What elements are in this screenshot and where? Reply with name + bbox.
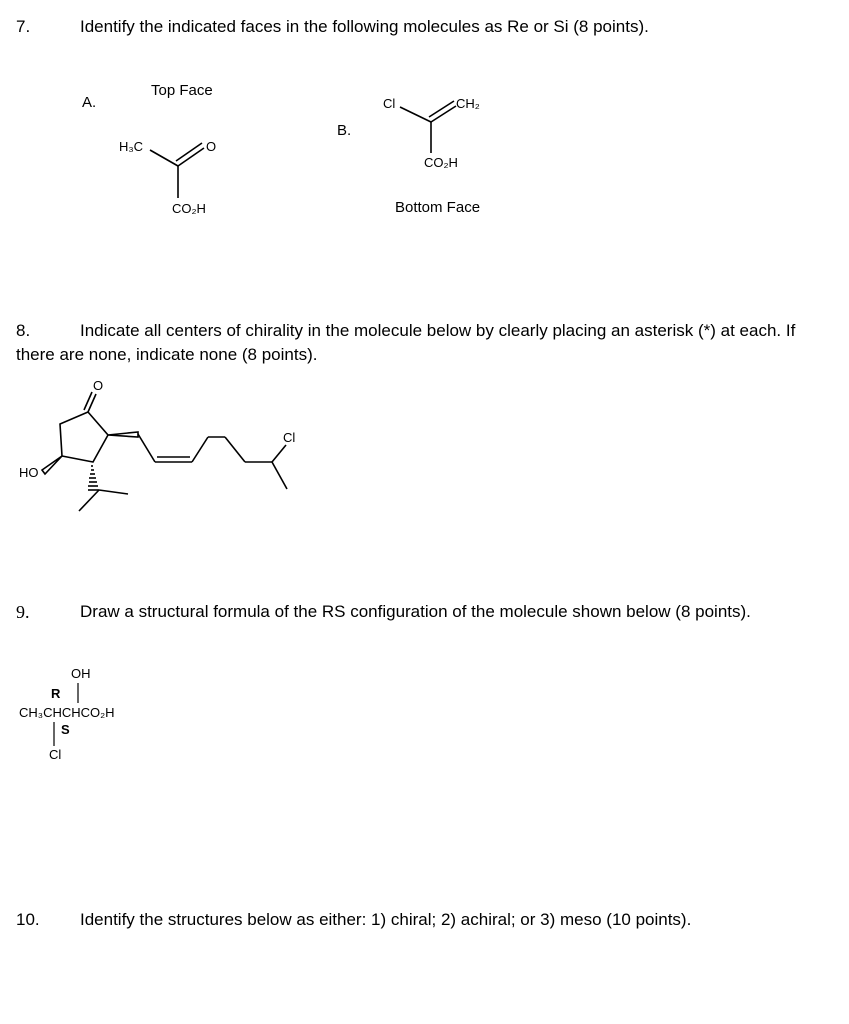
ch2-group: CH₂ — [456, 96, 480, 111]
co2h-group-a: CO₂H — [172, 201, 206, 216]
r-descriptor: R — [51, 686, 61, 701]
chlorine-label-b: Cl — [383, 96, 396, 111]
question-8-number: 8. — [16, 321, 31, 340]
co2h-group-b: CO₂H — [424, 155, 458, 170]
s-descriptor: S — [61, 722, 70, 737]
hydroxyl-label: HO — [19, 465, 39, 480]
question-8-text-line2: there are none, indicate none (8 points). — [16, 345, 318, 364]
question-7-number: 7. — [16, 17, 31, 36]
question-9-text: Draw a structural formula of the RS configuration of the molecule shown below (8 points). — [80, 602, 751, 621]
part-a-label: A. — [82, 94, 97, 111]
question-9-number: 9. — [16, 602, 30, 622]
chlorine-label-q8: Cl — [283, 430, 296, 445]
bottom-face-label: Bottom Face — [395, 199, 481, 216]
question-10-text: Identify the structures below as either: 1) chiral; 2) achiral; or 3) meso (10 points). — [80, 910, 692, 929]
h3c-group: H₃C — [119, 139, 144, 154]
question-10-number: 10. — [16, 910, 40, 929]
oh-group: OH — [71, 666, 91, 681]
top-face-label: Top Face — [151, 82, 213, 99]
question-7-text: Identify the indicated faces in the following molecules as Re or Si (8 points). — [80, 17, 649, 36]
question-8-text-line1: Indicate all centers of chirality in the molecule below by clearly placing an asterisk (*) at each. If — [80, 321, 796, 340]
oxygen-label: O — [206, 139, 217, 154]
part-b-label: B. — [337, 122, 352, 139]
condensed-formula: CH₃CHCHCO₂H — [19, 705, 115, 720]
cl-substituent: Cl — [49, 747, 62, 762]
ketone-oxygen-label: O — [93, 378, 104, 393]
